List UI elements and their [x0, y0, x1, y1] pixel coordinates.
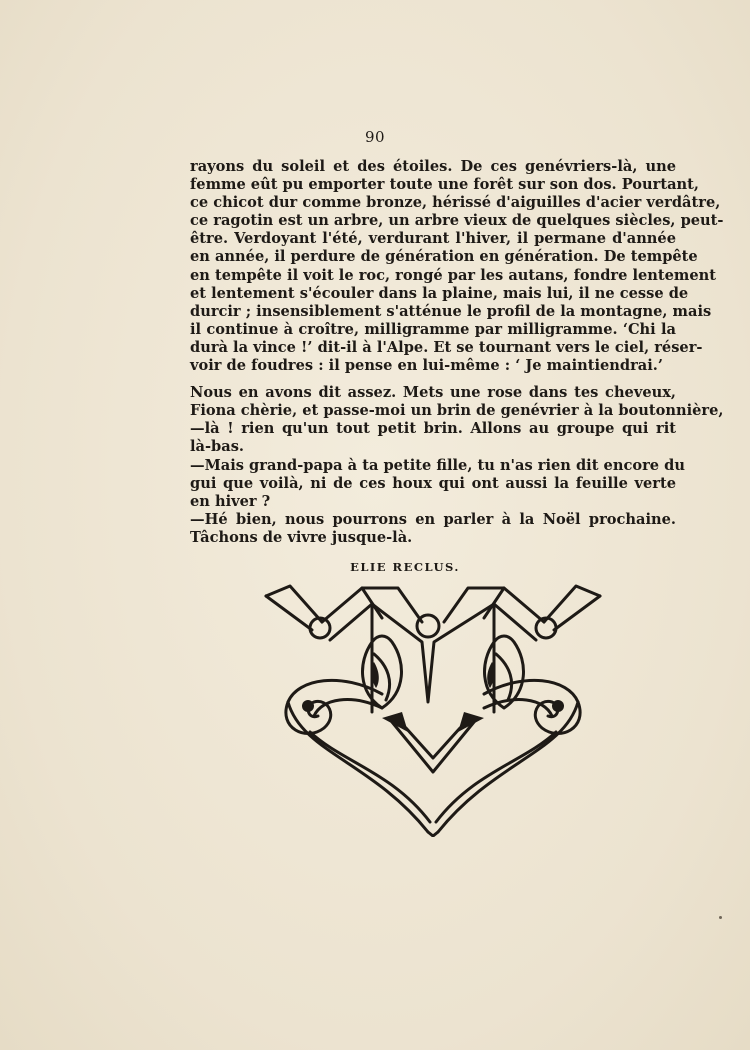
text-line: durcir ; insensiblement s'atténue le profil de la montagne, mais: [190, 302, 712, 320]
text-line: rayons du soleil et des étoiles. De ces genévriers-là, une: [190, 158, 676, 175]
text-line: ce chicot dur comme bronze, hérissé d'aiguilles d'acier verdâtre,: [190, 194, 721, 212]
text-line: en année, il perdure de génération en génération. De tempête: [190, 248, 698, 266]
text-line: là-bas.: [190, 438, 245, 456]
text-line: et lentement s'écouler dans la plaine, mais lui, il ne cesse de: [190, 284, 689, 302]
text-line: —là ! rien qu'un tout petit brin. Allons au groupe qui rit: [190, 420, 676, 438]
text-line: gui que voilà, ni de ces houx qui ont aussi la feuille verte: [190, 474, 676, 492]
page-number: 90: [364, 128, 386, 146]
text-line: ce ragotin est un arbre, un arbre vieux de quelques siècles, peut-: [190, 212, 724, 230]
paragraph-1: [190, 158, 724, 375]
text-line: —Hé bien, nous pourrons en parler à la Noël prochaine.: [190, 510, 676, 528]
text-line: —Mais grand-papa à ta petite fille, tu n'as rien dit encore du: [190, 456, 685, 474]
paragraph-2: [190, 384, 724, 547]
text-line: en hiver ?: [190, 492, 271, 510]
text-line: Fiona chèrie, et passe-moi un brin de genévrier à la boutonnière,: [190, 402, 724, 420]
text-line: femme eût pu emporter toute une forêt sur son dos. Pourtant,: [190, 176, 699, 194]
text-line: être. Verdoyant l'été, verdurant l'hiver, il permane d'année: [190, 230, 676, 248]
body-text: [190, 158, 724, 547]
text-line: il continue à croître, milligramme par milligramme. ‘Chi la: [190, 320, 676, 338]
celtic-ornament-icon: [262, 582, 604, 837]
text-line: voir de foudres : il pense en lui-même : ‘ Je maintiendrai.’: [190, 357, 663, 375]
paper-speck: [719, 916, 722, 919]
author-signature: ELIE RECLUS.: [350, 560, 460, 574]
text-line: durà la vince !’ dit-il à l'Alpe. Et se tournant vers le ciel, réser-: [190, 338, 703, 356]
text-line: en tempête il voit le roc, rongé par les autans, fondre lentement: [190, 266, 717, 284]
text-line: Tâchons de vivre jusque-là.: [190, 528, 413, 546]
paragraph-gap: [190, 375, 676, 384]
text-line: Nous en avons dit assez. Mets une rose dans tes cheveux,: [190, 384, 676, 402]
